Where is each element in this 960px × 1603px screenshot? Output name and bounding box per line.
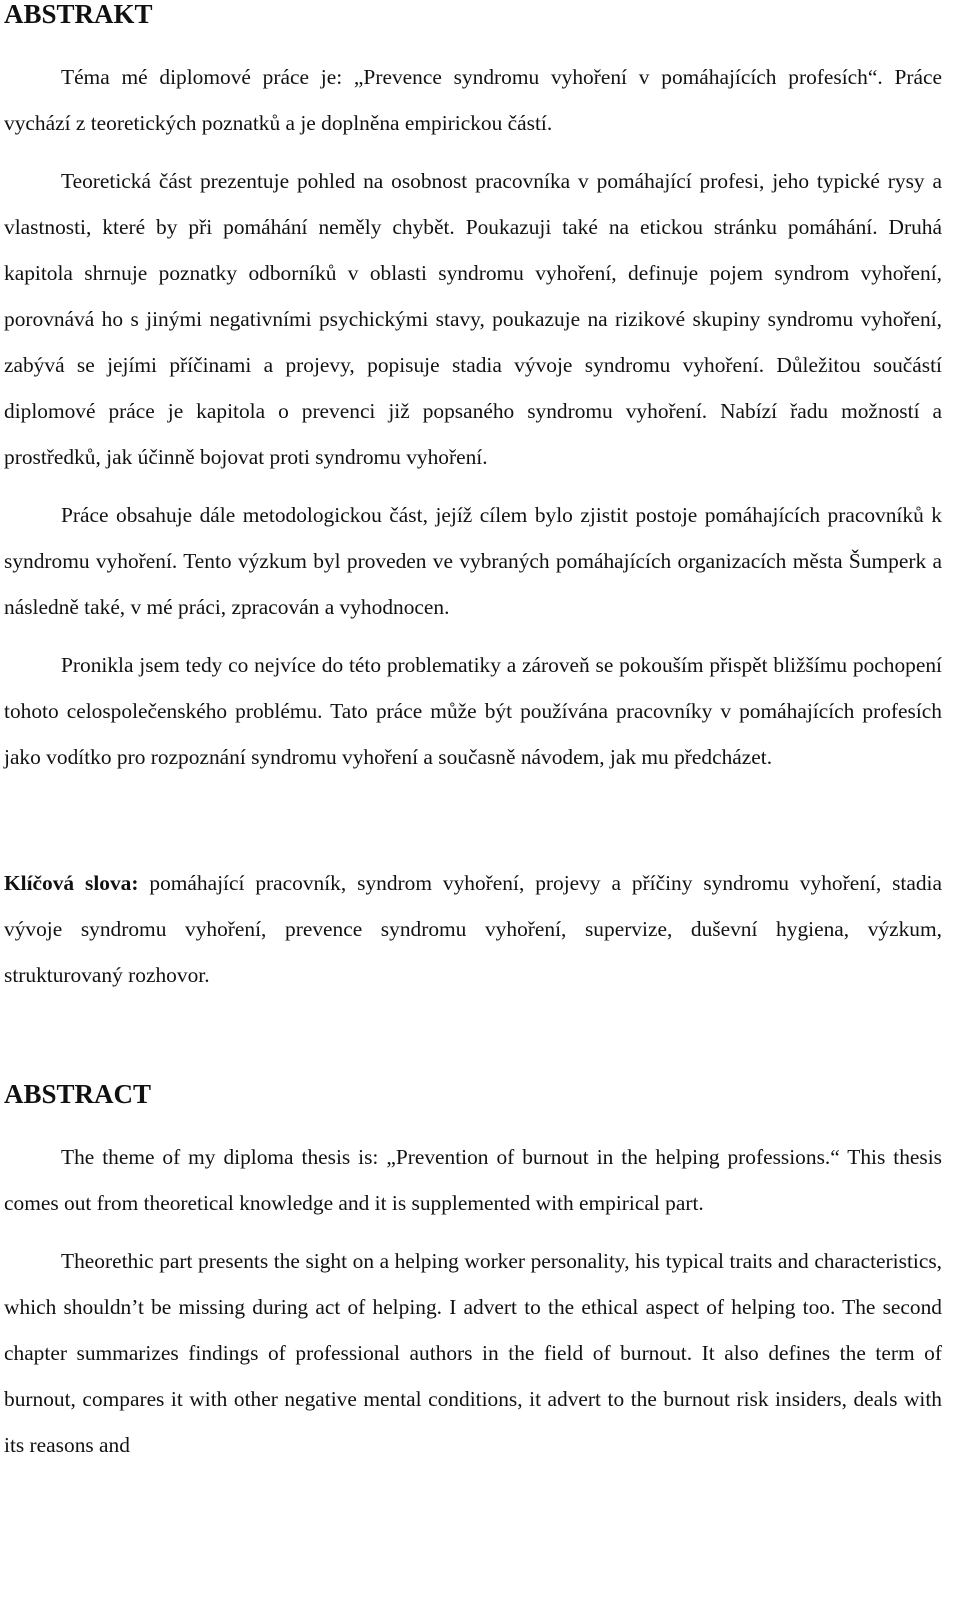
spacer — [4, 28, 942, 54]
paragraph-conclusion-cz: Pronikla jsem tedy co nejvíce do této problematiky a zároveň se pokouším přispět bližšímu pochopení tohoto celospolečenského problému. Tato práce může být používána pracovníky v pomáhajících profesích jako vodítko pro rozpoznání syndromu vyhoření a současně návodem, jak mu předcházet. — [4, 653, 942, 769]
paragraph-theme-en: The theme of my diploma thesis is: „Prevention of burnout in the helping professions.“ This thesis comes out from theoretical knowledge and it is supplemented with empirical part. — [4, 1145, 942, 1215]
paragraph-theory-cz: Teoretická část prezentuje pohled na osobnost pracovníka v pomáhající profesi, jeho typické rysy a vlastnosti, které by při pomáhání neměly chybět. Poukazuji také na etickou stránku pomáhání. Druhá kapitola shrnuje poznatky odborníků v oblasti syndromu vyhoření, definuje pojem syndrom vyhoření, porovnává ho s jinými negativními psychickými stavy, poukazuje na rizikové skupiny syndromu vyhoření, zabývá se jejími příčinami a projevy, popisuje stadia vývoje syndromu vyhoření. Důležitou součástí diplomové práce je kapitola o prevenci již popsaného syndromu vyhoření. Nabízí řadu možností a prostředků, jak účinně bojovat proti syndromu vyhoření. — [4, 169, 942, 469]
heading-abstract: ABSTRACT — [4, 1079, 152, 1109]
spacer — [4, 1108, 942, 1134]
spacer — [4, 780, 942, 860]
spacer — [4, 146, 942, 158]
keywords-label: Klíčová slova: — [4, 871, 139, 895]
keywords-paragraph — [4, 860, 942, 998]
spacer — [4, 480, 942, 492]
paragraph-method-cz: Práce obsahuje dále metodologickou část, jejíž cílem bylo zjistit postoje pomáhajících pracovníků k syndromu vyhoření. Tento výzkum byl proveden ve vybraných pomáhajících organizacích města Šumperk a následně také, v mé práci, zpracován a vyhodnocen. — [4, 503, 942, 619]
spacer — [4, 630, 942, 642]
heading-abstrakt: ABSTRAKT — [4, 0, 153, 29]
keywords-text: pomáhající pracovník, syndrom vyhoření, projevy a příčiny syndromu vyhoření, stadia vývoje syndromu vyhoření, prevence syndromu vyhoření, supervize, duševní hygiena, výzkum, strukturovaný rozhovor. — [4, 871, 942, 987]
paragraph-theory-en: Theorethic part presents the sight on a helping worker personality, his typical traits and characteristics, which shouldn’t be missing during act of helping. I advert to the ethical aspect of helping too. The second chapter summarizes findings of professional authors in the field of burnout. It also defines the term of burnout, compares it with other negative mental conditions, it advert to the burnout risk insiders, deals with its reasons and — [4, 1249, 942, 1457]
spacer — [4, 1226, 942, 1238]
spacer — [4, 998, 942, 1080]
paragraph-theme-cz: Téma mé diplomové práce je: „Prevence syndromu vyhoření v pomáhajících profesích“. Práce vychází z teoretických poznatků a je doplněna empirickou částí. — [4, 65, 942, 135]
